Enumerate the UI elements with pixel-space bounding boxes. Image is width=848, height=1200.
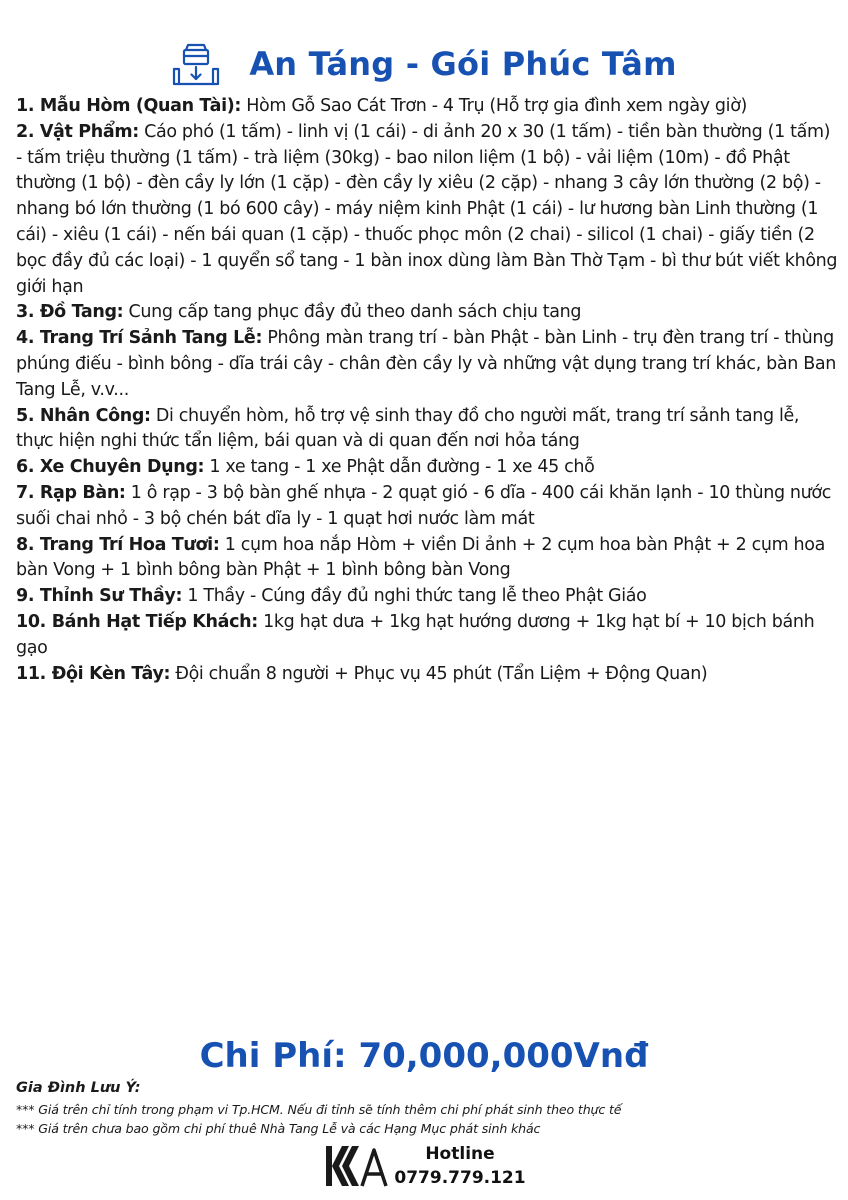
price-total: Chi Phí: 70,000,000Vnđ bbox=[199, 1036, 649, 1076]
hotline-label: Hotline bbox=[425, 1144, 495, 1164]
item-text: Di chuyển hòm, hỗ trợ vệ sinh thay đồ cho người mất, trang trí sảnh tang lễ, thực hiện nghi thức tẩn liệm, bái quan và di quan đến nơi hỏa táng bbox=[16, 405, 800, 452]
item-label: 10. Bánh Hạt Tiếp Khách: bbox=[16, 611, 258, 632]
casket-icon bbox=[171, 42, 221, 86]
item-text: Đội chuẩn 8 người + Phục vụ 45 phút (Tẩn Liệm + Động Quan) bbox=[170, 663, 708, 684]
notes-section bbox=[16, 1080, 836, 1138]
list-item bbox=[16, 662, 838, 688]
footer bbox=[0, 1140, 848, 1192]
item-label: 8. Trang Trí Hoa Tươi: bbox=[16, 534, 220, 555]
item-label: 7. Rạp Bàn: bbox=[16, 482, 126, 503]
hotline-box bbox=[394, 1144, 525, 1188]
list-item bbox=[16, 481, 838, 533]
item-text: Cung cấp tang phục đầy đủ theo danh sách chịu tang bbox=[123, 302, 582, 323]
note-line: *** Giá trên chưa bao gồm chi phí thuê Nhà Tang Lễ và các Hạng Mục phát sinh khác bbox=[16, 1121, 541, 1136]
item-text: 1 ô rạp - 3 bộ bàn ghế nhựa - 2 quạt gió - 6 dĩa - 400 cái khăn lạnh - 10 thùng nước suối chai nhỏ - 3 bộ chén bát dĩa ly - 1 quạt hơi nước làm mát bbox=[16, 482, 832, 529]
item-text: 1 Thầy - Cúng đầy đủ nghi thức tang lễ theo Phật Giáo bbox=[182, 586, 647, 607]
item-label: 2. Vật Phẩm: bbox=[16, 121, 139, 142]
item-label: 11. Đội Kèn Tây: bbox=[16, 663, 171, 684]
item-text: 1 cụm hoa nắp Hòm + viền Di ảnh + 2 cụm hoa bàn Phật + 2 cụm hoa bàn Vong + 1 bình bông bàn Phật + 1 bình bông bàn Vong bbox=[16, 534, 825, 581]
list-item bbox=[16, 326, 838, 403]
list-item bbox=[16, 455, 838, 481]
item-label: 4. Trang Trí Sảnh Tang Lễ: bbox=[16, 328, 263, 349]
item-label: 3. Đồ Tang: bbox=[16, 302, 124, 323]
page-title: An Táng - Gói Phúc Tâm bbox=[249, 45, 677, 83]
item-text: 1kg hạt dưa + 1kg hạt hướng dương + 1kg hạt bí + 10 bịch bánh gạo bbox=[16, 611, 815, 658]
list-item bbox=[16, 533, 838, 585]
list-item bbox=[16, 584, 838, 610]
list-item bbox=[16, 610, 838, 662]
list-item bbox=[16, 120, 838, 301]
list-item bbox=[16, 404, 838, 456]
item-label: 6. Xe Chuyên Dụng: bbox=[16, 457, 205, 478]
item-text: Cáo phó (1 tấm) - linh vị (1 cái) - di ảnh 20 x 30 (1 tấm) - tiền bàn thường (1 tấm) - tấm triệu thường (1 tấm) - trà liệm (30kg) - bao nilon liệm (1 bộ) - vải liệm (10m) - đồ Phật thường (1 bộ) - đèn cầy ly lớn (1 cặp) - đèn cầy ly xiêu (2 cặp) - nhang 3 cây lớn thường (2 bộ) - nhang bó lớn thường (1 bó 600 cây) - máy niệm kinh Phật (1 cái) - lư hương bàn Linh thường (1 cái) - xiêu (1 cái) - nến bái quan (1 cặp) - thuốc phọc môn (2 chai) - silicol (1 chai) - giấy tiền (2 bọc đầy đủ các loại) - 1 quyển sổ tang - 1 bàn inox dùng làm Bàn Thờ Tạm - bì thư bút viết không giới hạn bbox=[16, 121, 838, 297]
item-label: 9. Thỉnh Sư Thầy: bbox=[16, 586, 183, 607]
header bbox=[0, 38, 848, 90]
company-logo bbox=[322, 1142, 388, 1190]
note-line: *** Giá trên chỉ tính trong phạm vi Tp.HCM. Nếu đi tỉnh sẽ tính thêm chi phí phát sinh theo thực tế bbox=[16, 1102, 622, 1117]
item-text: Hòm Gỗ Sao Cát Trơn - 4 Trụ (Hỗ trợ gia đình xem ngày giờ) bbox=[241, 96, 748, 116]
item-label: 1. Mẫu Hòm (Quan Tài): bbox=[16, 96, 242, 116]
item-text: 1 xe tang - 1 xe Phật dẫn đường - 1 xe 45 chỗ bbox=[204, 457, 595, 478]
item-label: 5. Nhân Công: bbox=[16, 405, 151, 426]
notes-title: Gia Đình Lưu Ý: bbox=[16, 1080, 141, 1096]
service-list bbox=[16, 94, 838, 687]
hotline-number[interactable]: 0779.779.121 bbox=[394, 1168, 526, 1188]
list-item bbox=[16, 300, 838, 326]
list-item bbox=[16, 94, 838, 120]
item-text: Phông màn trang trí - bàn Phật - bàn Linh - trụ đèn trang trí - thùng phúng điếu - bình bông - dĩa trái cây - chân đèn cầy ly và những vật dụng trang trí khác, bàn Ban Tang Lễ, v.v... bbox=[16, 328, 836, 400]
